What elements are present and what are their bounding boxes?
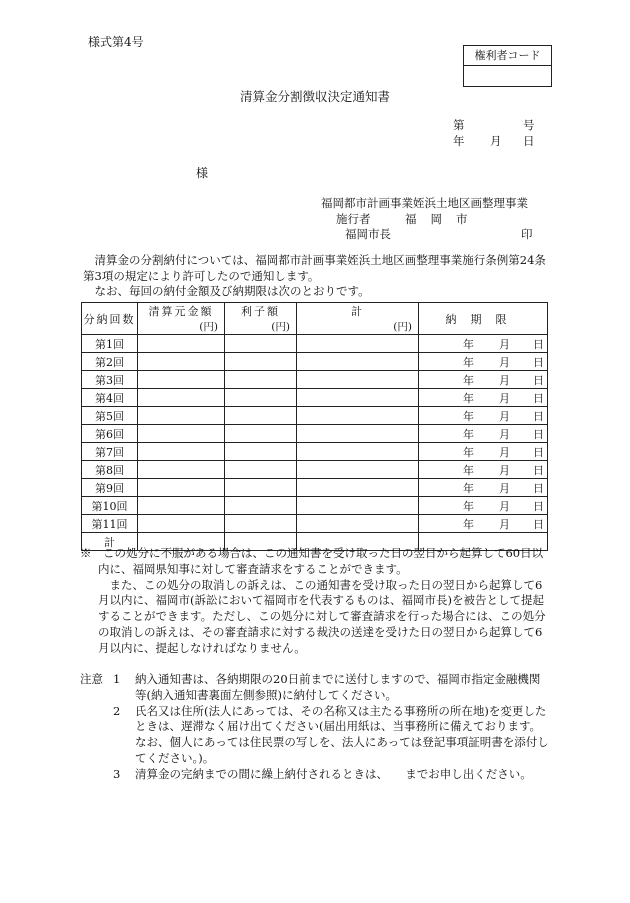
deadline-cell bbox=[419, 497, 548, 515]
caution-number: 2 bbox=[113, 703, 121, 718]
total-cell bbox=[297, 371, 419, 389]
principal-cell bbox=[138, 425, 225, 443]
total-cell bbox=[297, 443, 419, 461]
date-year: 年 bbox=[453, 134, 465, 148]
deadline-month: 月 bbox=[499, 518, 510, 531]
caution-row bbox=[80, 704, 550, 767]
table-row bbox=[82, 389, 548, 407]
table-row bbox=[82, 371, 548, 389]
deadline-cell bbox=[419, 461, 548, 479]
appeal-note-1: ※ この処分に不服がある場合は、この通知書を受け取った日の翌日から起算して60日以内に、福岡県知事に対して審査請求をすることができます。 bbox=[80, 546, 544, 576]
deadline-day: 日 bbox=[533, 428, 544, 441]
date-month: 月 bbox=[490, 134, 502, 148]
table-header-row bbox=[82, 303, 548, 335]
deadline-cell bbox=[419, 335, 548, 353]
caution-label: 注意 bbox=[80, 672, 103, 686]
principal-cell bbox=[138, 407, 225, 425]
deadline-day: 日 bbox=[533, 518, 544, 531]
caution-number: 3 bbox=[113, 766, 121, 781]
caution-text: 納入通知書は、各納期限の20日前までに送付しますので、福岡市指定金融機関等(納入通知書裏面左側参照)に納付してください。 bbox=[135, 672, 541, 702]
total-cell bbox=[297, 479, 419, 497]
deadline-year: 年 bbox=[463, 356, 474, 369]
caution-row bbox=[80, 767, 550, 783]
deadline-year: 年 bbox=[463, 500, 474, 513]
total-cell bbox=[297, 353, 419, 371]
deadline-cell bbox=[419, 371, 548, 389]
table-row bbox=[82, 515, 548, 533]
total-cell bbox=[297, 335, 419, 353]
deadline-month: 月 bbox=[499, 410, 510, 423]
body-paragraph: 清算金の分割納付については、福岡都市計画事業姪浜土地区画整理事業施行条例第24条第3項の規定により許可したので通知します。 bbox=[83, 253, 546, 283]
installment-label: 第8回 bbox=[82, 461, 138, 479]
installment-label: 第5回 bbox=[82, 407, 138, 425]
deadline-cell bbox=[419, 425, 548, 443]
issuer-project: 福岡都市計画事業姪浜土地区画整理事業 bbox=[321, 196, 528, 210]
deadline-month: 月 bbox=[499, 374, 510, 387]
appeal-note-2: また、この処分の取消しの訴えは、この通知書を受け取った日の翌日から起算して6月以内に、福岡市(訴訟において福岡市を代表するものは、福岡市長)を被告として提起することができます。ただし、この処分に対して審査請求を行った場合には、この処分の取消しの訴えは、その審査請求に対する裁決の送達を受けた日の翌日から起算して6月以内に、提起しなければなりません。 bbox=[98, 577, 546, 655]
deadline-year: 年 bbox=[463, 338, 474, 351]
table-row bbox=[82, 461, 548, 479]
principal-cell bbox=[138, 389, 225, 407]
table-row bbox=[82, 479, 548, 497]
deadline-month: 月 bbox=[499, 482, 510, 495]
deadline-month: 月 bbox=[499, 500, 510, 513]
issuer-executor-label: 施行者 bbox=[336, 212, 371, 226]
deadline-year: 年 bbox=[463, 428, 474, 441]
header-deadline: 納期限 bbox=[419, 303, 548, 335]
interest-cell bbox=[225, 407, 297, 425]
installment-label: 第2回 bbox=[82, 353, 138, 371]
deadline-cell bbox=[419, 443, 548, 461]
deadline-year: 年 bbox=[463, 446, 474, 459]
principal-cell bbox=[138, 479, 225, 497]
principal-cell bbox=[138, 443, 225, 461]
deadline-day: 日 bbox=[533, 464, 544, 477]
deadline-year: 年 bbox=[463, 518, 474, 531]
addressee-suffix: 様 bbox=[196, 166, 209, 180]
issuer-executor-name: 福岡市 bbox=[405, 212, 482, 226]
total-cell bbox=[297, 515, 419, 533]
total-cell bbox=[297, 461, 419, 479]
table-row bbox=[82, 353, 548, 371]
number-suffix: 号 bbox=[523, 118, 535, 132]
appeal-notes bbox=[80, 546, 550, 657]
seal-mark: 印 bbox=[521, 227, 533, 241]
installment-label: 第3回 bbox=[82, 371, 138, 389]
interest-cell bbox=[225, 515, 297, 533]
caution-row bbox=[80, 672, 550, 704]
installment-label: 第4回 bbox=[82, 389, 138, 407]
rights-holder-code-label: 権利者コード bbox=[464, 46, 551, 66]
interest-cell bbox=[225, 425, 297, 443]
header-principal: 清算元金額 (円) bbox=[138, 303, 225, 335]
table-row bbox=[82, 335, 548, 353]
body-paragraph: なお、毎回の納付金額及び納期限は次のとおりです。 bbox=[94, 284, 370, 298]
total-row-label: 計 bbox=[82, 533, 138, 551]
installment-label: 第7回 bbox=[82, 443, 138, 461]
deadline-cell bbox=[419, 407, 548, 425]
date-day: 日 bbox=[523, 134, 535, 148]
deadline-day: 日 bbox=[533, 446, 544, 459]
deadline-month: 月 bbox=[499, 446, 510, 459]
installment-label: 第10回 bbox=[82, 497, 138, 515]
issuer-mayor: 福岡市長 bbox=[345, 227, 391, 241]
deadline-day: 日 bbox=[533, 356, 544, 369]
table-row bbox=[82, 443, 548, 461]
rights-holder-code-box bbox=[463, 45, 552, 87]
installment-label: 第11回 bbox=[82, 515, 138, 533]
principal-cell bbox=[138, 335, 225, 353]
deadline-day: 日 bbox=[533, 500, 544, 513]
deadline-year: 年 bbox=[463, 482, 474, 495]
deadline-year: 年 bbox=[463, 410, 474, 423]
installment-label: 第9回 bbox=[82, 479, 138, 497]
total-cell bbox=[297, 389, 419, 407]
payment-schedule-table bbox=[81, 302, 548, 551]
form-number: 様式第4号 bbox=[88, 35, 144, 49]
principal-cell bbox=[138, 371, 225, 389]
deadline-cell bbox=[419, 353, 548, 371]
deadline-day: 日 bbox=[533, 482, 544, 495]
interest-cell bbox=[225, 371, 297, 389]
table-row bbox=[82, 407, 548, 425]
deadline-month: 月 bbox=[499, 464, 510, 477]
deadline-cell bbox=[419, 389, 548, 407]
deadline-cell bbox=[419, 479, 548, 497]
deadline-year: 年 bbox=[463, 374, 474, 387]
interest-cell bbox=[225, 335, 297, 353]
total-cell bbox=[297, 425, 419, 443]
deadline-day: 日 bbox=[533, 392, 544, 405]
cautions bbox=[80, 672, 550, 783]
interest-cell bbox=[225, 461, 297, 479]
deadline-year: 年 bbox=[463, 392, 474, 405]
table-row bbox=[82, 425, 548, 443]
installment-label: 第6回 bbox=[82, 425, 138, 443]
document-title: 清算金分割徴収決定通知書 bbox=[239, 89, 390, 104]
deadline-cell bbox=[419, 515, 548, 533]
deadline-month: 月 bbox=[499, 356, 510, 369]
deadline-month: 月 bbox=[499, 428, 510, 441]
caution-text: 氏名又は住所(法人にあっては、その名称又は主たる事務所の所在地)を変更したときは、遅滞なく届け出てください(届出用紙は、当事務所に備えております。なお、個人にあっては住民票の写しを、法人にあっては登記事項証明書を添付してください。)。 bbox=[135, 703, 549, 765]
deadline-year: 年 bbox=[463, 464, 474, 477]
interest-cell bbox=[225, 479, 297, 497]
number-prefix: 第 bbox=[453, 118, 465, 132]
principal-cell bbox=[138, 515, 225, 533]
total-cell bbox=[297, 497, 419, 515]
total-cell bbox=[297, 407, 419, 425]
deadline-day: 日 bbox=[533, 374, 544, 387]
deadline-day: 日 bbox=[533, 338, 544, 351]
header-total: 計 (円) bbox=[297, 303, 419, 335]
interest-cell bbox=[225, 389, 297, 407]
principal-cell bbox=[138, 497, 225, 515]
caution-text: 清算金の完納までの間に繰上納付されるときは、 までお申し出ください。 bbox=[135, 766, 532, 781]
principal-cell bbox=[138, 353, 225, 371]
deadline-month: 月 bbox=[499, 338, 510, 351]
deadline-month: 月 bbox=[499, 392, 510, 405]
interest-cell bbox=[225, 443, 297, 461]
installment-label: 第1回 bbox=[82, 335, 138, 353]
body-text bbox=[83, 253, 553, 300]
deadline-day: 日 bbox=[533, 410, 544, 423]
interest-cell bbox=[225, 353, 297, 371]
header-interest: 利子額 (円) bbox=[225, 303, 297, 335]
table-row bbox=[82, 497, 548, 515]
interest-cell bbox=[225, 497, 297, 515]
principal-cell bbox=[138, 461, 225, 479]
caution-number: 1 bbox=[113, 672, 121, 686]
header-count: 分納回数 bbox=[82, 303, 138, 335]
